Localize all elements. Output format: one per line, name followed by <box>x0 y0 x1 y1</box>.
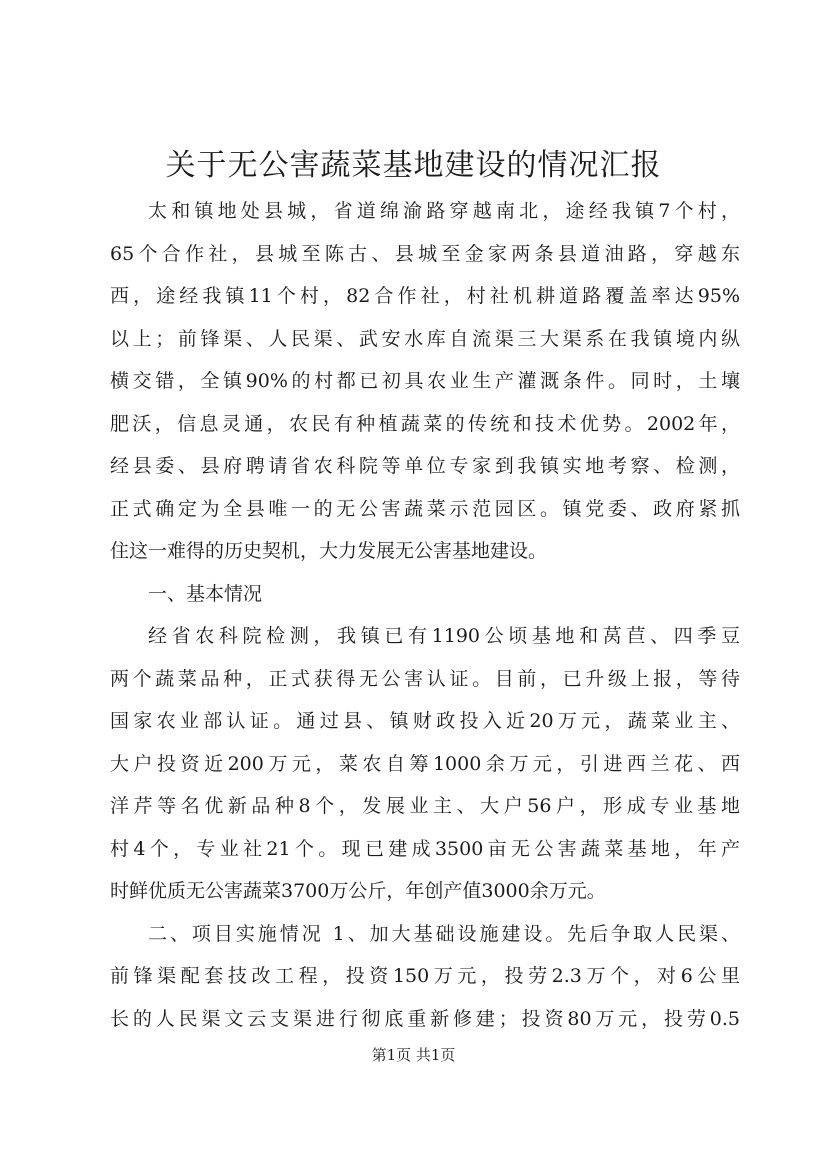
text-line: 前锋渠配套技改工程，投资150万元，投劳2.3万个，对6公里 <box>110 965 740 987</box>
section-heading: 一、基本情况 <box>148 582 263 605</box>
text-line: 经县委、县府聘请省农科院等单位专家到我镇实地考察、检测， <box>110 455 740 477</box>
text-line: 住这一难得的历史契机，大力发展无公害基地建设。 <box>110 540 548 562</box>
text-line: 两个蔬菜品种，正式获得无公害认证。目前，已升级上报，等待 <box>110 667 740 690</box>
text-line: 大户投资近200万元，菜农自筹1000余万元，引进西兰花、西 <box>110 752 740 775</box>
text-line: 太和镇地处县城，省道绵渝路穿越南北，途经我镇7个村， <box>148 200 740 222</box>
text-line: 肥沃，信息灵通，农民有种植蔬菜的传统和技术优势。2002年， <box>110 412 740 435</box>
text-line: 时鲜优质无公害蔬菜3700万公斤，年创产值3000余万元。 <box>110 880 606 902</box>
text-line: 长的人民渠文云支渠进行彻底重新修建；投资80万元，投劳0.5 <box>110 1007 740 1030</box>
text-line: 二、项目实施情况 1、加大基础设施建设。先后争取人民渠、 <box>148 922 740 945</box>
page-footer: 第1页 共1页 <box>371 1046 456 1064</box>
text-line: 横交错，全镇90%的村都已初具农业生产灌溉条件。同时，土壤 <box>110 370 740 392</box>
text-line: 以上；前锋渠、人民渠、武安水库自流渠三大渠系在我镇境内纵 <box>110 327 740 350</box>
document-title: 关于无公害蔬菜基地建设的情况汇报 <box>165 148 662 183</box>
text-line: 65个合作社，县城至陈古、县城至金家两条县道油路，穿越东 <box>110 242 740 265</box>
text-line: 经省农科院检测，我镇已有1190公顷基地和莴苣、四季豆 <box>148 625 740 647</box>
text-line: 村4个，专业社21个。现已建成3500亩无公害蔬菜基地，年产 <box>110 837 740 860</box>
text-line: 洋芹等名优新品种8个，发展业主、大户56户，形成专业基地 <box>110 795 740 817</box>
text-line: 正式确定为全县唯一的无公害蔬菜示范园区。镇党委、政府紧抓 <box>110 497 740 520</box>
text-line: 西，途经我镇11个村，82合作社，村社机耕道路覆盖率达95% <box>110 285 740 307</box>
document-body <box>110 190 740 1040</box>
text-line: 国家农业部认证。通过县、镇财政投入近20万元，蔬菜业主、 <box>110 710 740 732</box>
